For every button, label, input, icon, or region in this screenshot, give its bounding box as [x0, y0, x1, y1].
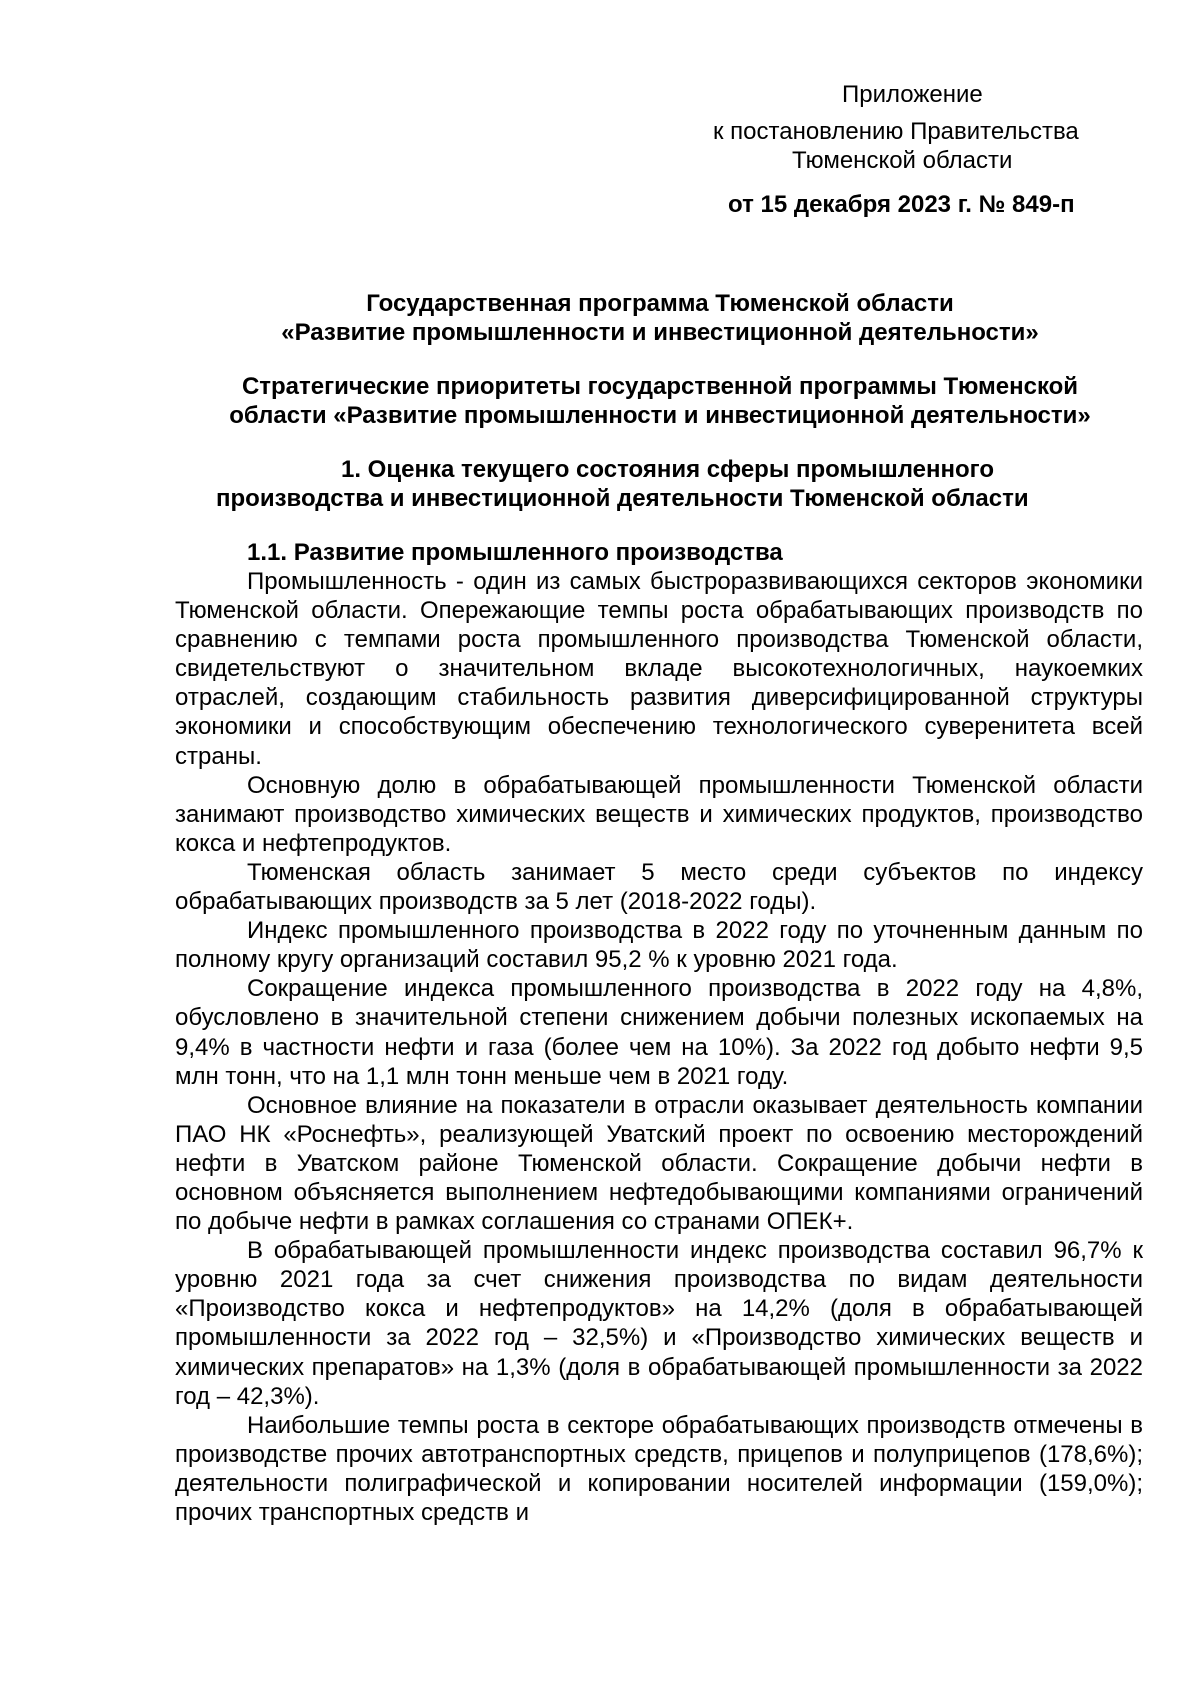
- program-title-line1: Государственная программа Тюменской области: [366, 290, 954, 317]
- priorities-title-line2: области «Развитие промышленности и инвестиционной деятельности»: [229, 402, 1091, 429]
- subsection-heading: 1.1. Развитие промышленного производства: [247, 539, 783, 566]
- paragraph: Основную долю в обрабатывающей промышленности Тюменской области занимают производство химических веществ и химических продуктов, производство кокса и нефтепродуктов.: [175, 771, 1143, 857]
- region-name: Тюменской области: [792, 147, 1013, 174]
- section-heading-line1: 1. Оценка текущего состояния сферы промышленного: [341, 456, 995, 483]
- resolution-date-number: от 15 декабря 2023 г. № 849-п: [728, 191, 1075, 218]
- appendix-label: Приложение: [842, 81, 983, 108]
- paragraph: Тюменская область занимает 5 место среди субъектов по индексу обрабатывающих производств за 5 лет (2018-2022 годы).: [175, 858, 1143, 916]
- paragraph: Наибольшие темпы роста в секторе обрабатывающих производств отмечены в производстве прочих автотранспортных средств, прицепов и полуприцепов (178,6%); деятельности полиграфической и копировании носителей информации (159,0%); прочих транспортных средств и: [175, 1411, 1143, 1526]
- paragraph: Сокращение индекса промышленного производства в 2022 году на 4,8%, обусловлено в значительной степени снижением добычи полезных ископаемых на 9,4% в частности нефти и газа (более чем на 10%). За 2022 год добыто нефти 9,5 млн тонн, что на 1,1 млн тонн меньше чем в 2021 году.: [175, 975, 1143, 1090]
- priorities-title-line1: Стратегические приоритеты государственной программы Тюменской: [241, 373, 1079, 400]
- program-title-line2: «Развитие промышленности и инвестиционной деятельности»: [281, 319, 1039, 346]
- paragraph: Индекс промышленного производства в 2022 году по уточненным данным по полному кругу организаций составил 95,2 % к уровню 2021 года.: [175, 917, 1143, 974]
- resolution-reference: к постановлению Правительства: [713, 118, 1079, 145]
- paragraph: Основное влияние на показатели в отрасли оказывает деятельность компании ПАО НК «Роснефть», реализующей Уватский проект по освоению месторождений нефти в Уватском районе Тюменской области. Сокращение добычи нефти в основном объясняется выполнением нефтедобывающими компаниями ограничений по добыче нефти в рамках соглашения со странами ОПЕК+.: [175, 1091, 1143, 1236]
- body-text: [175, 567, 1143, 1527]
- paragraph: Промышленность - один из самых быстроразвивающихся секторов экономики Тюменской области. Опережающие темпы роста обрабатывающих производств по сравнению с темпами роста промышленного производства Тюменской области, свидетельствуют о значительном вкладе высокотехнологичных, наукоемких отраслей, создающим стабильность развития диверсифицированной структуры экономики и способствующим обеспечению технологического суверенитета всей страны.: [175, 568, 1143, 770]
- paragraph: В обрабатывающей промышленности индекс производства составил 96,7% к уровню 2021 года за счет снижения производства по видам деятельности «Производство кокса и нефтепродуктов» на 14,2% (доля в обрабатывающей промышленности за 2022 год – 32,5%) и «Производство химических веществ и химических препаратов» на 1,3% (доля в обрабатывающей промышленности за 2022 год – 42,3%).: [175, 1237, 1143, 1410]
- section-heading-line2: производства и инвестиционной деятельности Тюменской области: [216, 485, 1029, 512]
